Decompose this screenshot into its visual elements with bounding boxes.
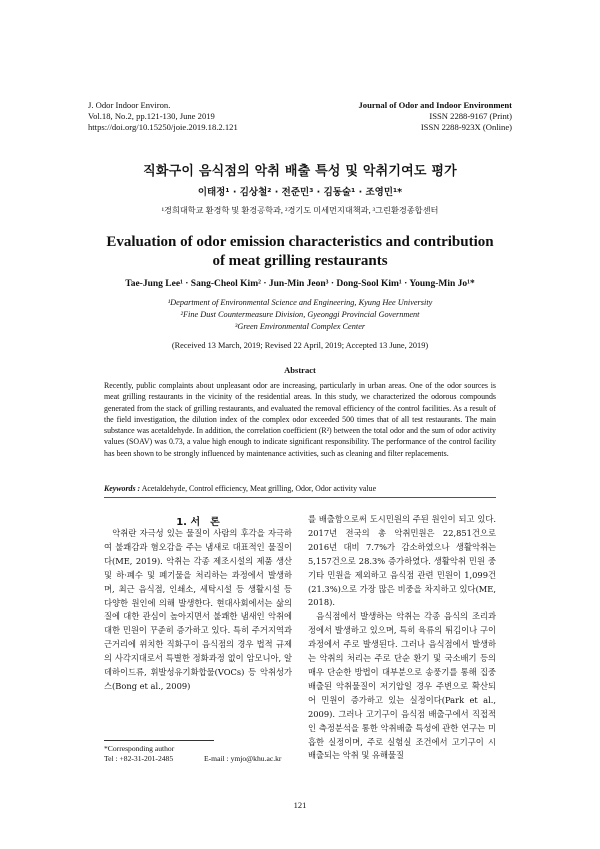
body-paragraph: 를 배출함으로써 도시민원의 주된 원인이 되고 있다. 2017년 전국의 총 악취민원은 22,851건으로 2016년 대비 7.7%가 감소하였으나 생활악취는 5,157건으로 28.3% 증가하였다. 생활악취 민원 중 기타 민원을 제외하고 음식점 관련 민원이 1,099건(21.3%)으로 가장 많은 비중을 차지하고 있다(ME, 2018). [308, 514, 496, 608]
affiliation-2: ²Fine Dust Countermeasure Division, Gyeonggi Provincial Government [180, 310, 420, 319]
korean-authors: 이태정¹ · 김상철² · 전준민³ · 김동술¹ · 조영민¹* [197, 187, 403, 198]
journal-header-right [262, 100, 512, 133]
author-email[interactable]: E-mail : ymjo@khu.ac.kr [204, 754, 282, 763]
journal-abbrev: J. Odor Indoor Environ. [88, 100, 171, 110]
footnote [104, 744, 294, 764]
received-dates: (Received 13 March, 2019; Revised 22 April, 2019; Accepted 13 June, 2019) [171, 341, 429, 350]
doi-link[interactable]: https://doi.org/10.15250/joie.2019.18.2.121 [88, 122, 238, 132]
issn-online: ISSN 2288-923X (Online) [420, 122, 512, 132]
body-left-column [104, 527, 292, 694]
english-authors: Tae-Jung Lee¹ · Sang-Cheol Kim² · Jun-Min Jeon³ · Dong-Sool Kim¹ · Young-Min Jo¹* [125, 279, 475, 289]
corresponding-author-label: *Corresponding author [104, 744, 175, 753]
korean-title: 직화구이 음식점의 악취 배출 특성 및 악취기여도 평가 [143, 164, 457, 179]
keywords-list: Acetaldehyde, Control efficiency, Meat grilling, Odor, Odor activity value [141, 484, 377, 493]
issn-print: ISSN 2288-9167 (Print) [429, 111, 512, 121]
english-title-line2: of meat grilling restaurants [212, 253, 388, 269]
english-title-line1: Evaluation of odor emission characteristics and contribution [106, 234, 494, 250]
body-paragraph: 음식점에서 발생하는 악취는 각종 음식의 조리과정에서 발생하고 있으며, 특히 육류의 튀김이나 구이과정에서 주로 발생된다. 그러나 음식점에서 발생하는 악취의 처리는 주로 단순 환기 및 국소배기 등의 매우 단순한 방법이 대부분으로 송풍기를 통해 집중배출된 악취물질이 저기압일 경우 주변으로 확산되어 민원이 증가하고 있는 실정이다(Park et al., 2009). 그러나 고기구이 음식점 배출구에서 직접적인 측정분석을 통한 악취배출 특성에 관한 연구는 미흡한 실정이며, 주로 실험실 조건에서 고기구이 시 배출되는 악취 및 유해물질 [308, 611, 496, 761]
footnote-divider [104, 740, 214, 741]
page-number: 121 [293, 800, 307, 810]
abstract-divider [104, 497, 496, 498]
volume-info: Vol.18, No.2, pp.121-130, June 2019 [88, 111, 215, 121]
abstract-heading: Abstract [284, 365, 316, 375]
affiliation-1: ¹Department of Environmental Science and Engineering, Kyung Hee University [167, 298, 433, 307]
keywords-label: Keywords : [104, 484, 141, 493]
section-heading-introduction: 1. 서 론 [176, 517, 220, 528]
korean-affiliations: ¹경희대학교 환경학 및 환경공학과, ²경기도 미세먼지대책과, ³그린환경종합센터 [161, 206, 439, 215]
body-right-column [308, 513, 496, 763]
english-affiliations [0, 297, 600, 333]
affiliation-3: ³Green Environmental Complex Center [234, 322, 366, 331]
journal-name: Journal of Odor and Indoor Environment [358, 100, 512, 110]
author-tel: Tel : +82-31-201-2485 [104, 754, 174, 763]
abstract-text: Recently, public complaints about unpleasant odor are increasing, particularly in urban areas. One of the odor sources is meat grilling restaurants in the vicinity of the residential areas. In this study, we characterized the odorous compounds generated from the stack of grilling restaurants, and evaluated the removal efficiency of the control facilities. As a result of the field investigation, the dilution index of the complex odor exceeded 500 times that of all test restaurants. The main substance was acetaldehyde. In addition, the correlation coefficient (R²) between the total odor and the sum of odor activity values (SOAV) was 0.73, a value high enough to indicate significant responsibility. The performance of the control facility has been shown to be strongly influenced by maintenance activities, such as cleaning and filter replacements. [104, 381, 496, 458]
keywords [104, 484, 496, 493]
body-paragraph: 악취란 자극성 있는 물질이 사람의 후각을 자극하여 불쾌감과 혐오감을 주는 냄새로 대표적인 물질이다(ME, 2019). 악취는 각종 제조시설의 제품 생산 및 하·폐수 및 폐기물을 처리하는 과정에서 발생하며, 최근 음식점, 인쇄소, 세탁시설 등 생활시설 등 다양한 원인에 의해 발생한다. 현대사회에서는 삶의 질에 대한 관심이 높아지면서 불쾌한 냄새인 악취에 대한 민원이 꾸준히 증가하고 있다. 특히 주거지역과 근거리에 위치한 직화구이 음식점의 경우 법적 규제의 사각지대로서 특별한 정화과정 없이 암모니아, 알데하이드류, 휘발성유기화합물(VOCs) 등 악취성가스(Bong et al., 2009) [104, 528, 292, 691]
english-title [0, 233, 600, 271]
